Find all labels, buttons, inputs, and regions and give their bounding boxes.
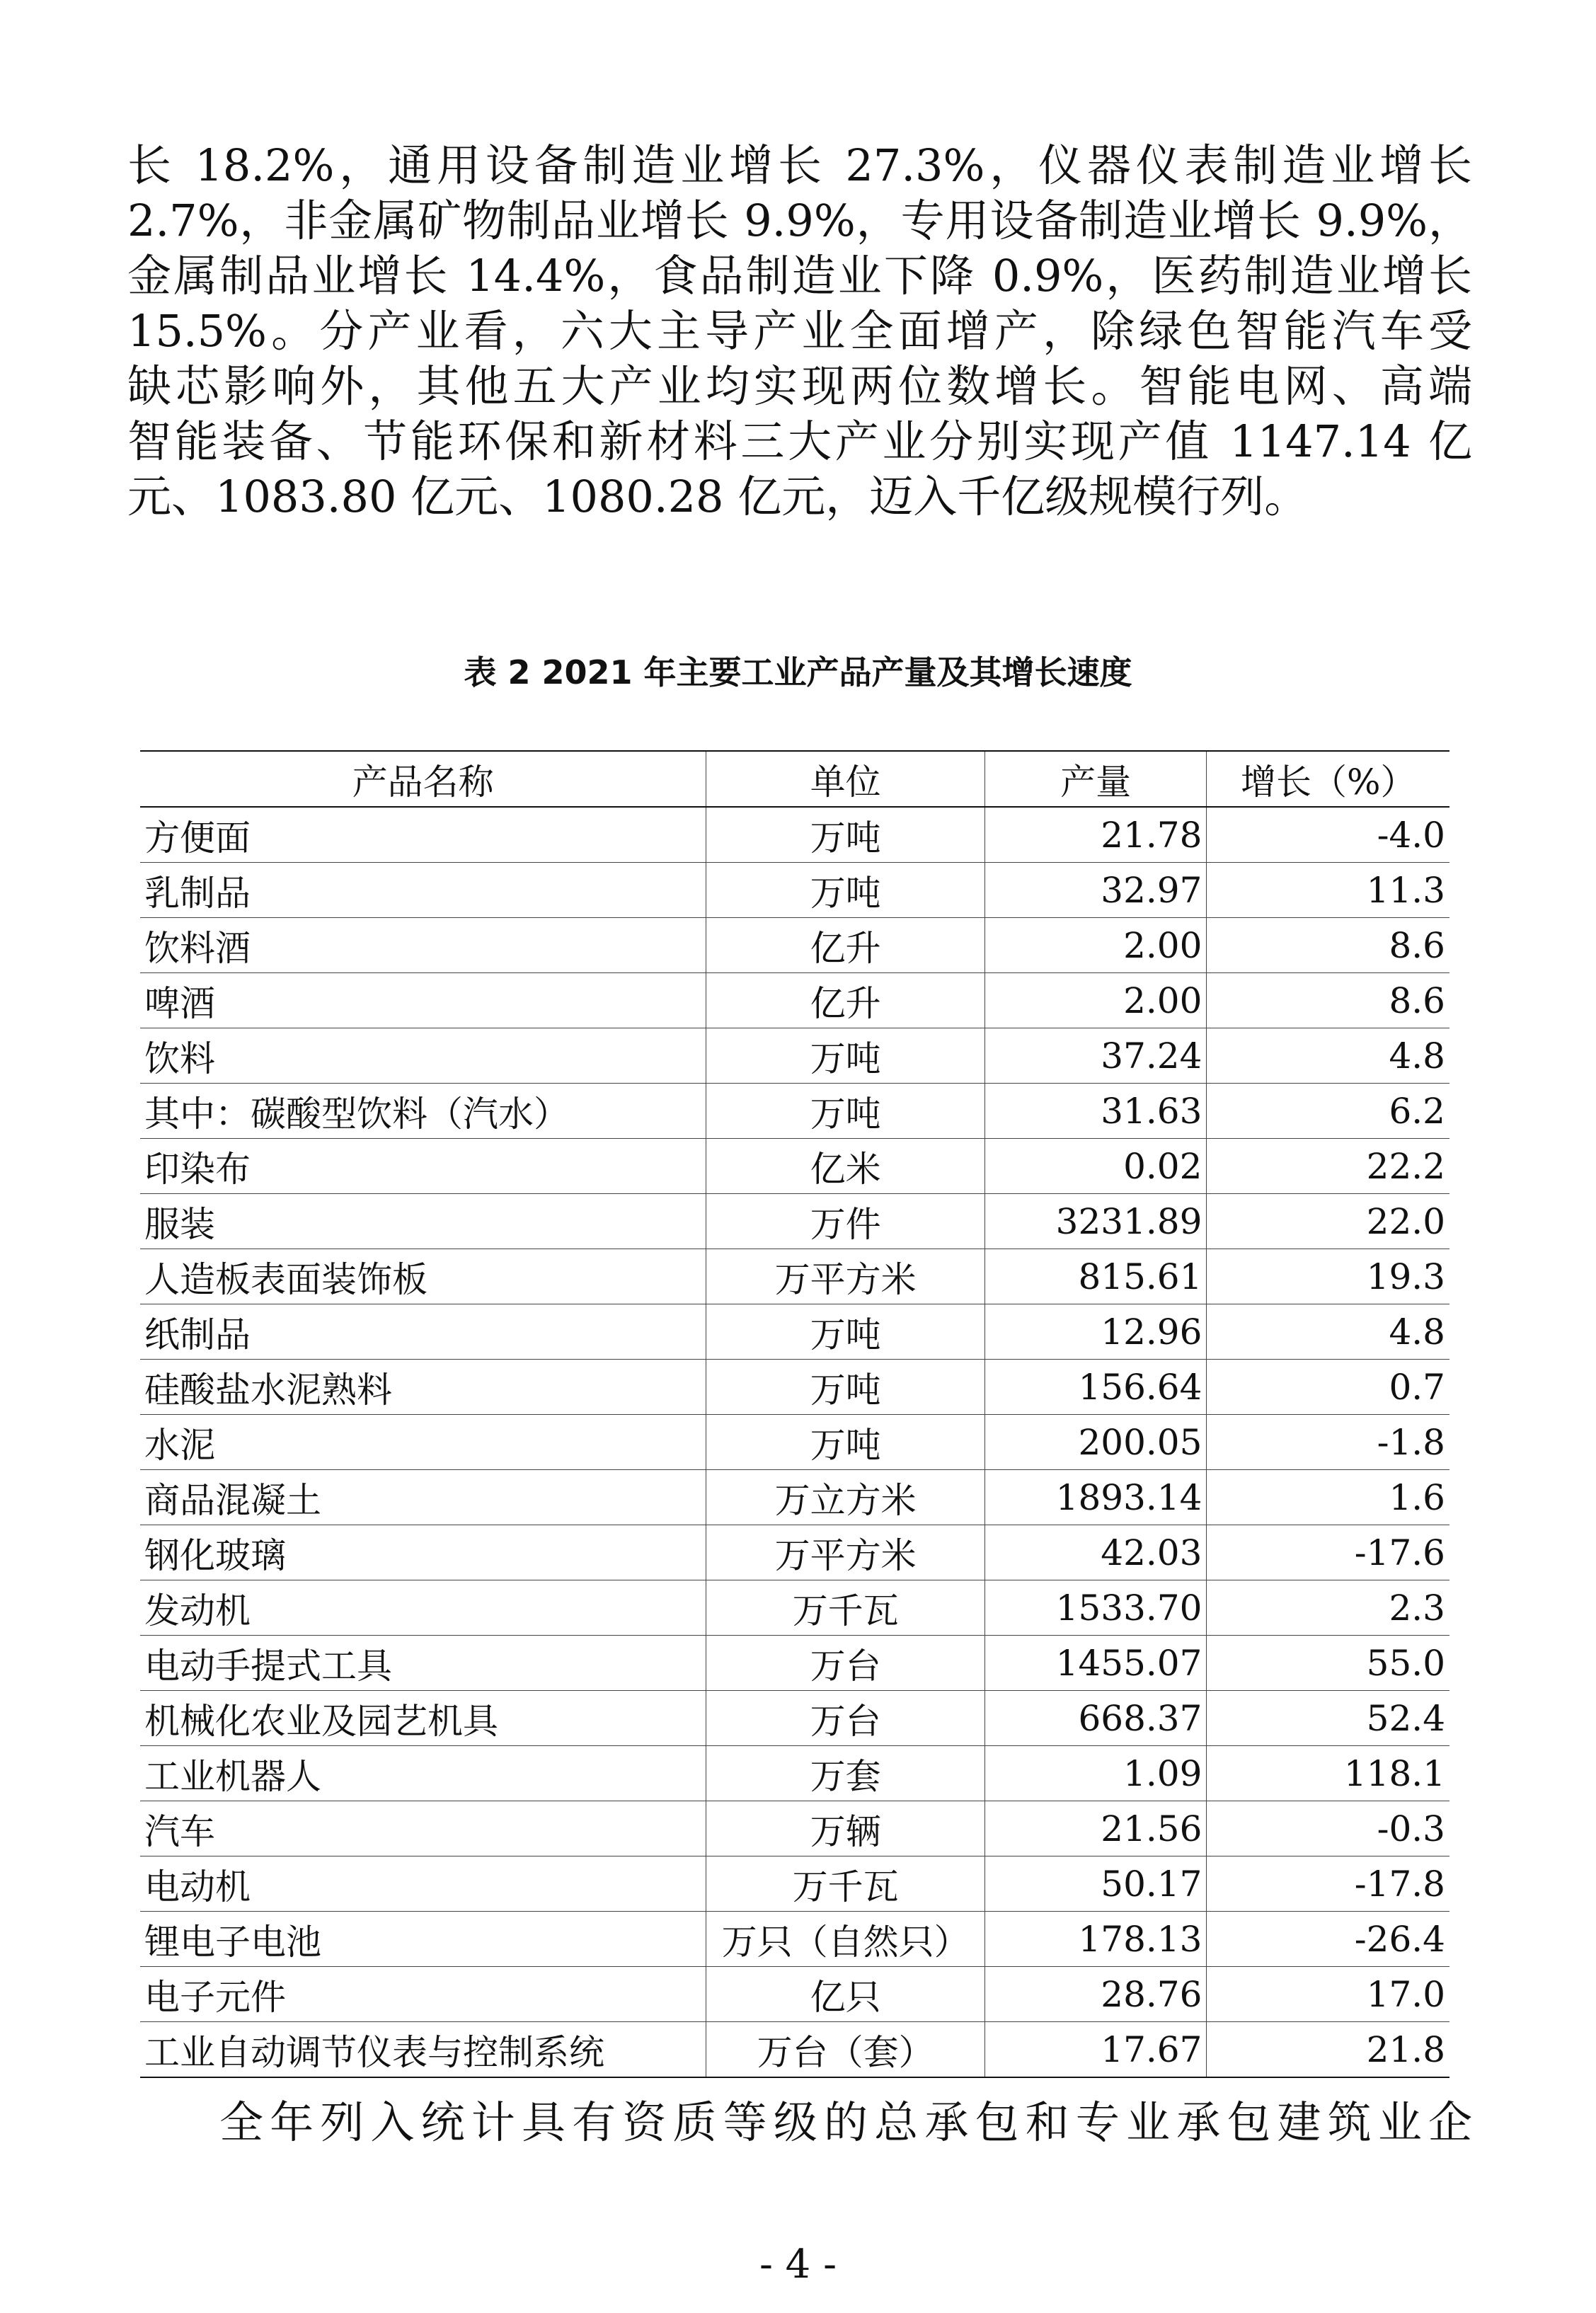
column-header-unit: 单位 <box>706 751 985 807</box>
cell-product-name: 电动机 <box>140 1856 706 1912</box>
cell-product-name: 商品混凝土 <box>140 1470 706 1525</box>
cell-growth: 52.4 <box>1207 1691 1449 1746</box>
cell-product-name: 发动机 <box>140 1580 706 1636</box>
paragraph-line: 金属制品业增长 14.4%，食品制造业下降 0.9%，医药制造业增长 <box>127 250 1472 302</box>
table-row <box>140 1028 1449 1084</box>
cell-unit: 万套 <box>706 1746 985 1801</box>
table-row <box>140 1912 1449 1967</box>
paragraph-line: 缺芯影响外，其他五大产业均实现两位数增长。智能电网、高端 <box>127 360 1472 412</box>
cell-growth: 2.3 <box>1207 1580 1449 1636</box>
cell-growth: 22.2 <box>1207 1139 1449 1194</box>
cell-product-name: 纸制品 <box>140 1304 706 1360</box>
cell-growth: -1.8 <box>1207 1415 1449 1470</box>
cell-unit: 万吨 <box>706 1304 985 1360</box>
cell-output: 1893.14 <box>984 1470 1207 1525</box>
cell-growth: -17.6 <box>1207 1525 1449 1580</box>
cell-product-name: 人造板表面装饰板 <box>140 1249 706 1304</box>
cell-growth: 6.2 <box>1207 1084 1449 1139</box>
cell-product-name: 锂电子电池 <box>140 1912 706 1967</box>
cell-unit: 万平方米 <box>706 1249 985 1304</box>
cell-output: 1.09 <box>984 1746 1207 1801</box>
cell-product-name: 方便面 <box>140 807 706 863</box>
table-row <box>140 1967 1449 2022</box>
cell-output: 200.05 <box>984 1415 1207 1470</box>
cell-unit: 万千瓦 <box>706 1856 985 1912</box>
paragraph-line: 智能装备、节能环保和新材料三大产业分别实现产值 1147.14 亿 <box>127 415 1472 467</box>
cell-output: 156.64 <box>984 1360 1207 1415</box>
cell-growth: 1.6 <box>1207 1470 1449 1525</box>
table-row <box>140 1636 1449 1691</box>
cell-output: 668.37 <box>984 1691 1207 1746</box>
cell-output: 2.00 <box>984 918 1207 973</box>
cell-product-name: 工业自动调节仪表与控制系统 <box>140 2022 706 2078</box>
cell-output: 32.97 <box>984 863 1207 918</box>
cell-product-name: 其中：碳酸型饮料（汽水） <box>140 1084 706 1139</box>
cell-product-name: 印染布 <box>140 1139 706 1194</box>
cell-product-name: 电子元件 <box>140 1967 706 2022</box>
cell-unit: 亿米 <box>706 1139 985 1194</box>
cell-unit: 万台 <box>706 1636 985 1691</box>
cell-unit: 万平方米 <box>706 1525 985 1580</box>
cell-growth: 22.0 <box>1207 1194 1449 1249</box>
cell-output: 42.03 <box>984 1525 1207 1580</box>
cell-output: 2.00 <box>984 973 1207 1028</box>
paragraph-line: 2.7%，非金属矿物制品业增长 9.9%，专用设备制造业增长 9.9%， <box>127 195 1472 246</box>
cell-unit: 万台 <box>706 1691 985 1746</box>
cell-product-name: 工业机器人 <box>140 1746 706 1801</box>
page-number: - 4 - <box>759 2242 837 2288</box>
table-row <box>140 1415 1449 1470</box>
cell-product-name: 啤酒 <box>140 973 706 1028</box>
cell-unit: 亿升 <box>706 918 985 973</box>
table-header-row <box>140 751 1449 807</box>
column-header-growth: 增长（%） <box>1207 751 1449 807</box>
body-paragraph <box>127 138 1472 524</box>
cell-product-name: 机械化农业及园艺机具 <box>140 1691 706 1746</box>
table-caption: 表 2 2021 年主要工业产品产量及其增长速度 <box>464 653 1132 691</box>
cell-unit: 亿只 <box>706 1967 985 2022</box>
cell-growth: 17.0 <box>1207 1967 1449 2022</box>
cell-unit: 万台（套） <box>706 2022 985 2078</box>
cell-output: 0.02 <box>984 1139 1207 1194</box>
cell-growth: 4.8 <box>1207 1304 1449 1360</box>
cell-output: 815.61 <box>984 1249 1207 1304</box>
cell-growth: 8.6 <box>1207 918 1449 973</box>
table-row <box>140 1746 1449 1801</box>
cell-growth: 118.1 <box>1207 1746 1449 1801</box>
paragraph-line: 元、1083.80 亿元、1080.28 亿元，迈入千亿级规模行列。 <box>127 471 1309 522</box>
table-row <box>140 1470 1449 1525</box>
table-row <box>140 1249 1449 1304</box>
cell-output: 37.24 <box>984 1028 1207 1084</box>
cell-unit: 万千瓦 <box>706 1580 985 1636</box>
table-row <box>140 1304 1449 1360</box>
cell-unit: 万吨 <box>706 1360 985 1415</box>
cell-growth: 11.3 <box>1207 863 1449 918</box>
table-row <box>140 1139 1449 1194</box>
table-row <box>140 1525 1449 1580</box>
cell-unit: 万吨 <box>706 863 985 918</box>
cell-growth: 55.0 <box>1207 1636 1449 1691</box>
cell-growth: -4.0 <box>1207 807 1449 863</box>
cell-output: 21.56 <box>984 1801 1207 1856</box>
table-row <box>140 863 1449 918</box>
cell-product-name: 硅酸盐水泥熟料 <box>140 1360 706 1415</box>
column-header-output: 产量 <box>984 751 1207 807</box>
following-paragraph: 全年列入统计具有资质等级的总承包和专业承包建筑业企 <box>219 2096 1472 2148</box>
table-row <box>140 1691 1449 1746</box>
column-header-name: 产品名称 <box>140 751 706 807</box>
cell-growth: 19.3 <box>1207 1249 1449 1304</box>
table-row <box>140 1801 1449 1856</box>
cell-unit: 万只（自然只） <box>706 1912 985 1967</box>
cell-growth: 21.8 <box>1207 2022 1449 2078</box>
cell-growth: -0.3 <box>1207 1801 1449 1856</box>
cell-product-name: 饮料 <box>140 1028 706 1084</box>
table-row <box>140 1360 1449 1415</box>
cell-output: 3231.89 <box>984 1194 1207 1249</box>
cell-growth: 4.8 <box>1207 1028 1449 1084</box>
table-row <box>140 1084 1449 1139</box>
paragraph-line: 长 18.2%，通用设备制造业增长 27.3%，仪器仪表制造业增长 <box>127 139 1472 191</box>
cell-output: 1533.70 <box>984 1580 1207 1636</box>
industrial-products-table <box>140 750 1449 2078</box>
cell-unit: 亿升 <box>706 973 985 1028</box>
cell-output: 31.63 <box>984 1084 1207 1139</box>
cell-output: 1455.07 <box>984 1636 1207 1691</box>
table-row <box>140 973 1449 1028</box>
table-body <box>140 807 1449 2077</box>
cell-unit: 万件 <box>706 1194 985 1249</box>
cell-unit: 万立方米 <box>706 1470 985 1525</box>
cell-unit: 万吨 <box>706 1415 985 1470</box>
cell-growth: -17.8 <box>1207 1856 1449 1912</box>
cell-unit: 万吨 <box>706 1084 985 1139</box>
cell-output: 50.17 <box>984 1856 1207 1912</box>
cell-product-name: 电动手提式工具 <box>140 1636 706 1691</box>
cell-product-name: 服装 <box>140 1194 706 1249</box>
cell-unit: 万辆 <box>706 1801 985 1856</box>
paragraph-line: 15.5%。分产业看，六大主导产业全面增产，除绿色智能汽车受 <box>127 305 1472 357</box>
cell-growth: 0.7 <box>1207 1360 1449 1415</box>
cell-growth: 8.6 <box>1207 973 1449 1028</box>
table-row <box>140 1194 1449 1249</box>
cell-product-name: 汽车 <box>140 1801 706 1856</box>
cell-unit: 万吨 <box>706 1028 985 1084</box>
cell-unit: 万吨 <box>706 807 985 863</box>
table-row <box>140 1856 1449 1912</box>
cell-product-name: 乳制品 <box>140 863 706 918</box>
table-row <box>140 918 1449 973</box>
cell-output: 12.96 <box>984 1304 1207 1360</box>
cell-product-name: 水泥 <box>140 1415 706 1470</box>
cell-output: 17.67 <box>984 2022 1207 2078</box>
cell-output: 28.76 <box>984 1967 1207 2022</box>
table-row <box>140 807 1449 863</box>
cell-output: 21.78 <box>984 807 1207 863</box>
table-row <box>140 2022 1449 2078</box>
cell-product-name: 钢化玻璃 <box>140 1525 706 1580</box>
cell-product-name: 饮料酒 <box>140 918 706 973</box>
cell-output: 178.13 <box>984 1912 1207 1967</box>
table-row <box>140 1580 1449 1636</box>
cell-growth: -26.4 <box>1207 1912 1449 1967</box>
